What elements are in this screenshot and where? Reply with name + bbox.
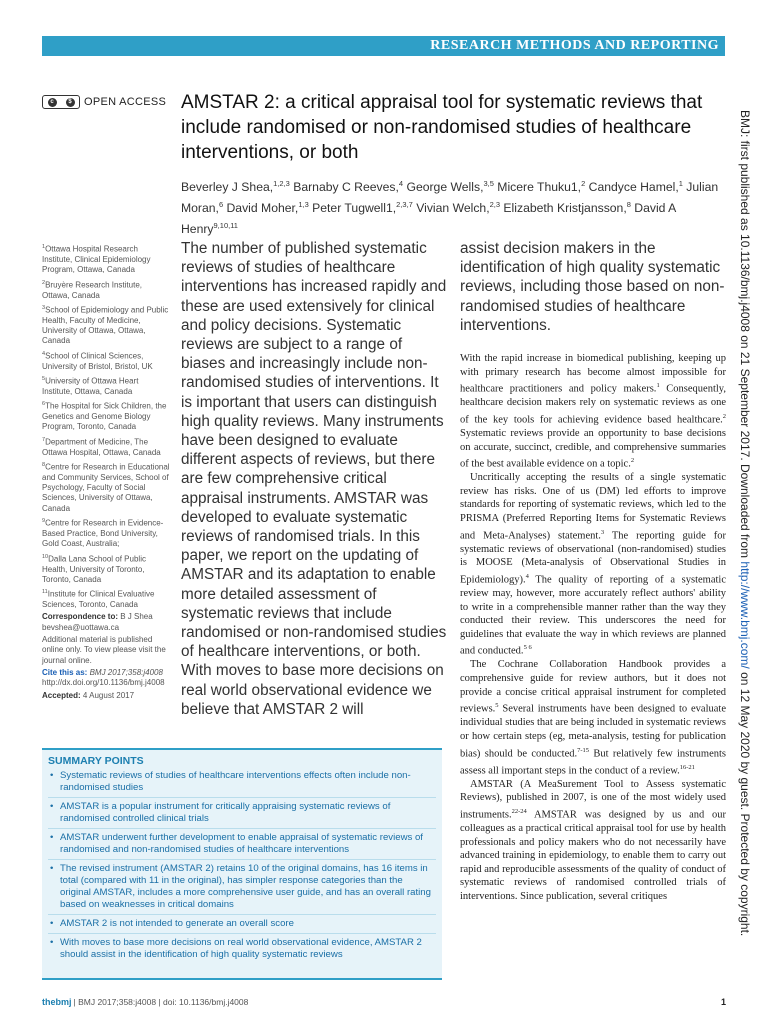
- affiliation: [42, 435, 170, 458]
- affiliation-number: 4: [42, 350, 46, 357]
- author-name: Elizabeth Kristjansson,: [500, 201, 627, 216]
- bmj-logo: thebmj: [42, 997, 72, 1007]
- correspondence-name: B J Shea: [118, 612, 153, 622]
- affiliation-number: 1: [42, 244, 46, 250]
- author-affiliation-ref: 6: [218, 200, 224, 210]
- affiliation-number: 2: [42, 279, 46, 286]
- accepted-date: 4 August 2017: [80, 690, 135, 700]
- reference-marker: 4: [525, 572, 529, 580]
- summary-point: • With moves to base more decisions on real world observational evidence, AMSTAR 2 should assist in the identification of high quality systematic reviews: [48, 937, 436, 964]
- cite-label: Cite this as:: [42, 667, 88, 677]
- reference-marker: 16-21: [679, 763, 695, 771]
- author-affiliation-ref: 3,5: [483, 179, 494, 188]
- author-list: [181, 175, 721, 238]
- author-name: Candyce Hamel,: [585, 180, 679, 195]
- author-affiliation-ref: 4: [398, 179, 404, 188]
- affiliation-number: 9: [42, 518, 46, 525]
- body-paragraph: [460, 471, 726, 658]
- body-text: Uncritically accepting the results of a single systematic review has risks. One of us (DM) led efforts to improve standards for reporting of systematic reviews, which led to the PRISMA (Preferred Reporting Items for Systematic Reviews and Meta-Analyses) statement.: [460, 472, 726, 542]
- article-title: AMSTAR 2: a critical appraisal tool for systematic reviews that include randomised or non-randomised studies of healthcare interventions, or both: [181, 92, 703, 163]
- affiliation: [42, 303, 170, 347]
- affiliation: [42, 516, 170, 550]
- reference-marker: 1: [656, 382, 660, 390]
- affiliation: [42, 349, 170, 372]
- abstract-column-1: The number of published systematic reviews of studies of healthcare interventions has increased rapidly and these are used extensively for clinical and policy decisions. Systematic reviews are subject to a range of biases and increasingly include non-randomised studies of interventions. It is important that users can distinguish high quality reviews. Many instruments have been designed to evaluate different aspects of reviews, but there are few comprehensive critical appraisal instruments. AMSTAR was developed to evaluate systematic reviews of randomised trials. In this paper, we report on the updating of AMSTAR and its adaptation to enable more detailed assessment of systematic reviews that include randomised or non-randomised studies of healthcare interventions, or both. With moves to base more decisions on real world observational evidence we believe that AMSTAR 2 will: [181, 240, 447, 718]
- affiliation-text: Bruyère Research Institute, Ottawa, Canada: [42, 280, 142, 300]
- author-name: George Wells,: [403, 180, 484, 195]
- cc-by-nc-icon: c $: [42, 95, 80, 109]
- summary-point: • The revised instrument (AMSTAR 2) retains 10 of the original domains, has 16 items in total (compared with 11 in the original), has simpler response categories than the original AMSTAR, includes a more comprehensive user guide, and has an overall rating based on weaknesses in critical domains: [48, 863, 436, 915]
- affiliation-text: School of Clinical Sciences, University of Bristol, Bristol, UK: [42, 351, 153, 371]
- provenance-text: BMJ: first published as 10.1136/bmj.j4008 on 21 September 2017. Downloaded from: [738, 110, 752, 562]
- author-name: Peter Tugwell1,: [308, 201, 397, 216]
- affiliation-text: Department of Medicine, The Ottawa Hospital, Ottawa, Canada: [42, 437, 161, 457]
- reference-marker: 22-24: [511, 807, 527, 815]
- author-affiliation-ref: 2: [581, 179, 586, 188]
- reference-marker: 3: [600, 528, 605, 536]
- summary-point: • AMSTAR 2 is not intended to generate an overall score: [48, 918, 436, 934]
- affiliation: [42, 552, 170, 586]
- affiliation: [42, 242, 170, 276]
- provenance-text-end: on 12 May 2020 by guest. Protected by copyright.: [738, 668, 752, 937]
- cite-doi-link[interactable]: http://dx.doi.org/10.1136/bmj.j4008: [42, 678, 165, 688]
- body-text: Systematic reviews provide an opportunity to base decisions on accurate, succinct, credible, and comprehensive summaries of the best available evidence on a topic.: [460, 427, 726, 470]
- abstract-column-2: assist decision makers in the identification of high quality systematic reviews, including those based on non-randomised studies of healthcare interventions.: [460, 240, 725, 334]
- body-paragraph: [460, 778, 726, 904]
- provenance-note: [738, 110, 752, 936]
- affiliation-number: 5: [42, 375, 46, 382]
- reference-marker: 5: [495, 702, 499, 710]
- author-name: Barnaby C Reeves,: [289, 180, 399, 195]
- page-number: 1: [720, 997, 726, 1007]
- author-name: Vivian Welch,: [412, 201, 490, 216]
- summary-point: • AMSTAR is a popular instrument for critically appraising systematic reviews of randomised controlled clinical trials: [48, 801, 436, 829]
- summary-point: • AMSTAR underwent further development to enable appraisal of systematic reviews of randomised and non-randomised studies of healthcare interventions: [48, 832, 436, 860]
- page-footer: [42, 995, 726, 1009]
- author-affiliation-ref: 1,3: [298, 200, 309, 210]
- author-name: Julian Moran,: [181, 180, 719, 216]
- body-paragraph: [460, 658, 726, 777]
- body-text: AMSTAR was designed by us and our colleagues as a practical critical appraisal tool for use by health professionals and policy makers who do not necessarily have advanced training in epidemiology, to enable them to carry out rapid and reproducible assessments of the quality of conduct of systematic reviews of randomised controlled trials of interventions. Since publication, several critiques: [460, 809, 726, 902]
- author-name: Beverley J Shea,: [181, 180, 274, 195]
- additional-material-note: Additional material is published online only. To view please visit the journal online.: [42, 635, 166, 665]
- correspondence-label: Correspondence to:: [42, 612, 119, 622]
- body-text: The quality of reporting of a systematic review may, however, more accurately reflect authors' ability to write in a comprehensible manner rather than the way they conducted their review. This underscores the need for guidelines that evaluate the way in which reviews are planned and conducted.: [460, 574, 726, 657]
- body-text: But relatively few instruments assess all important steps in the conduct of a review.: [460, 748, 726, 777]
- affiliation-text: Institute for Clinical Evaluative Sciences, Toronto, Canada: [42, 589, 155, 610]
- summary-list: [48, 770, 436, 964]
- author-affiliation-ref: 2,3: [489, 200, 501, 210]
- affiliation-number: 3: [42, 304, 46, 311]
- body-text: Several instruments have been designed to evaluate individual studies that are being included in systematic reviews or how certain steps (eg, meta-analysis, testing for publication bias) should be conducted.: [460, 703, 726, 760]
- body-text: Consequently, healthcare decision makers rely on systematic reviews as one of the key tools for achieving evidence based healthcare.: [460, 383, 726, 426]
- affiliation: [42, 399, 170, 433]
- affiliation-number: 7: [42, 436, 46, 443]
- affiliation: [42, 374, 170, 397]
- reference-marker: 2: [722, 412, 726, 420]
- correspondence-email[interactable]: bevshea@uottawa.ca: [42, 622, 120, 632]
- affiliation-text: Ottawa Hospital Research Institute, Clinical Epidemiology Program, Ottawa, Canada: [42, 244, 151, 275]
- affiliation: [42, 587, 170, 610]
- body-text: The reporting guide for systematic reviews of observational (non-randomised) studies is MOOSE (Meta-analysis of Observational Studies in Epidemiology).: [460, 530, 726, 586]
- body-paragraph: [460, 352, 726, 471]
- author-name: David Moher,: [223, 201, 299, 216]
- affiliation-text: Dalla Lana School of Public Health, University of Toronto, Toronto, Canada: [42, 554, 146, 584]
- body-text-column: [460, 352, 726, 904]
- cite-ref: BMJ 2017;358:j4008: [87, 667, 163, 677]
- author-affiliation-ref: 2,3,7: [396, 200, 413, 210]
- affiliation: [42, 278, 170, 301]
- affiliation: [42, 460, 170, 514]
- body-text: The Cochrane Collaboration Handbook provides a comprehensive guide for review authors, but it does not provide a concise critical appraisal instrument for completed reviews.: [460, 659, 726, 715]
- affiliation-text: Centre for Research in Educational and Community Services, School of Psychology, Faculty of Social Sciences, University of Ottawa, Canada: [42, 462, 170, 513]
- reference-marker: 7-15: [577, 746, 590, 754]
- author-name: David A Henry: [181, 201, 676, 237]
- accepted-label: Accepted:: [42, 690, 81, 700]
- affiliation-number: 10: [42, 553, 49, 560]
- author-affiliation-ref: 1,2,3: [273, 179, 290, 188]
- affiliation-text: The Hospital for Sick Children, the Genetics and Genome Biology Program, Toronto, Canada: [42, 401, 167, 432]
- section-banner: RESEARCH METHODS AND REPORTING: [42, 36, 725, 56]
- footer-citation: | BMJ 2017;358:j4008 | doi: 10.1136/bmj.j4008: [73, 997, 249, 1007]
- author-name: Micere Thuku1,: [493, 180, 582, 195]
- summary-point: • Systematic reviews of studies of healthcare interventions effects often include non-randomised studies: [48, 770, 436, 798]
- affiliation-text: University of Ottawa Heart Institute, Ottawa, Canada: [42, 376, 139, 396]
- affiliations-sidebar: [42, 242, 170, 703]
- bmj-link[interactable]: http://www.bmj.com/: [738, 561, 752, 669]
- summary-title: SUMMARY POINTS: [48, 755, 144, 767]
- reference-marker: 2: [630, 457, 635, 465]
- affiliation-number: 6: [42, 401, 46, 408]
- open-access-label: OPEN ACCESS: [84, 96, 167, 108]
- affiliation-text: School of Epidemiology and Public Health, Faculty of Medicine, University of Ottawa, Ottawa, Canada: [42, 305, 169, 346]
- open-access-badge: [42, 95, 166, 109]
- affiliation-number: 8: [42, 461, 46, 468]
- affiliation-text: Centre for Research in Evidence-Based Practice, Bond University, Gold Coast, Australia;: [42, 518, 164, 549]
- affiliation-number: 11: [42, 589, 48, 596]
- author-affiliation-ref: 9,10,11: [213, 221, 238, 231]
- author-affiliation-ref: 8: [626, 200, 631, 210]
- summary-points-box: [42, 748, 442, 980]
- author-affiliation-ref: 1: [678, 179, 683, 188]
- body-text: With the rapid increase in biomedical publishing, keeping up with primary research has become almost impossible for healthcare practitioners and policy makers.: [460, 353, 726, 395]
- reference-marker: 5 6: [523, 644, 532, 652]
- body-text: AMSTAR (A MeaSurement Tool to Assess systematic Reviews), published in 2007, is one of the most widely used instruments.: [460, 778, 726, 821]
